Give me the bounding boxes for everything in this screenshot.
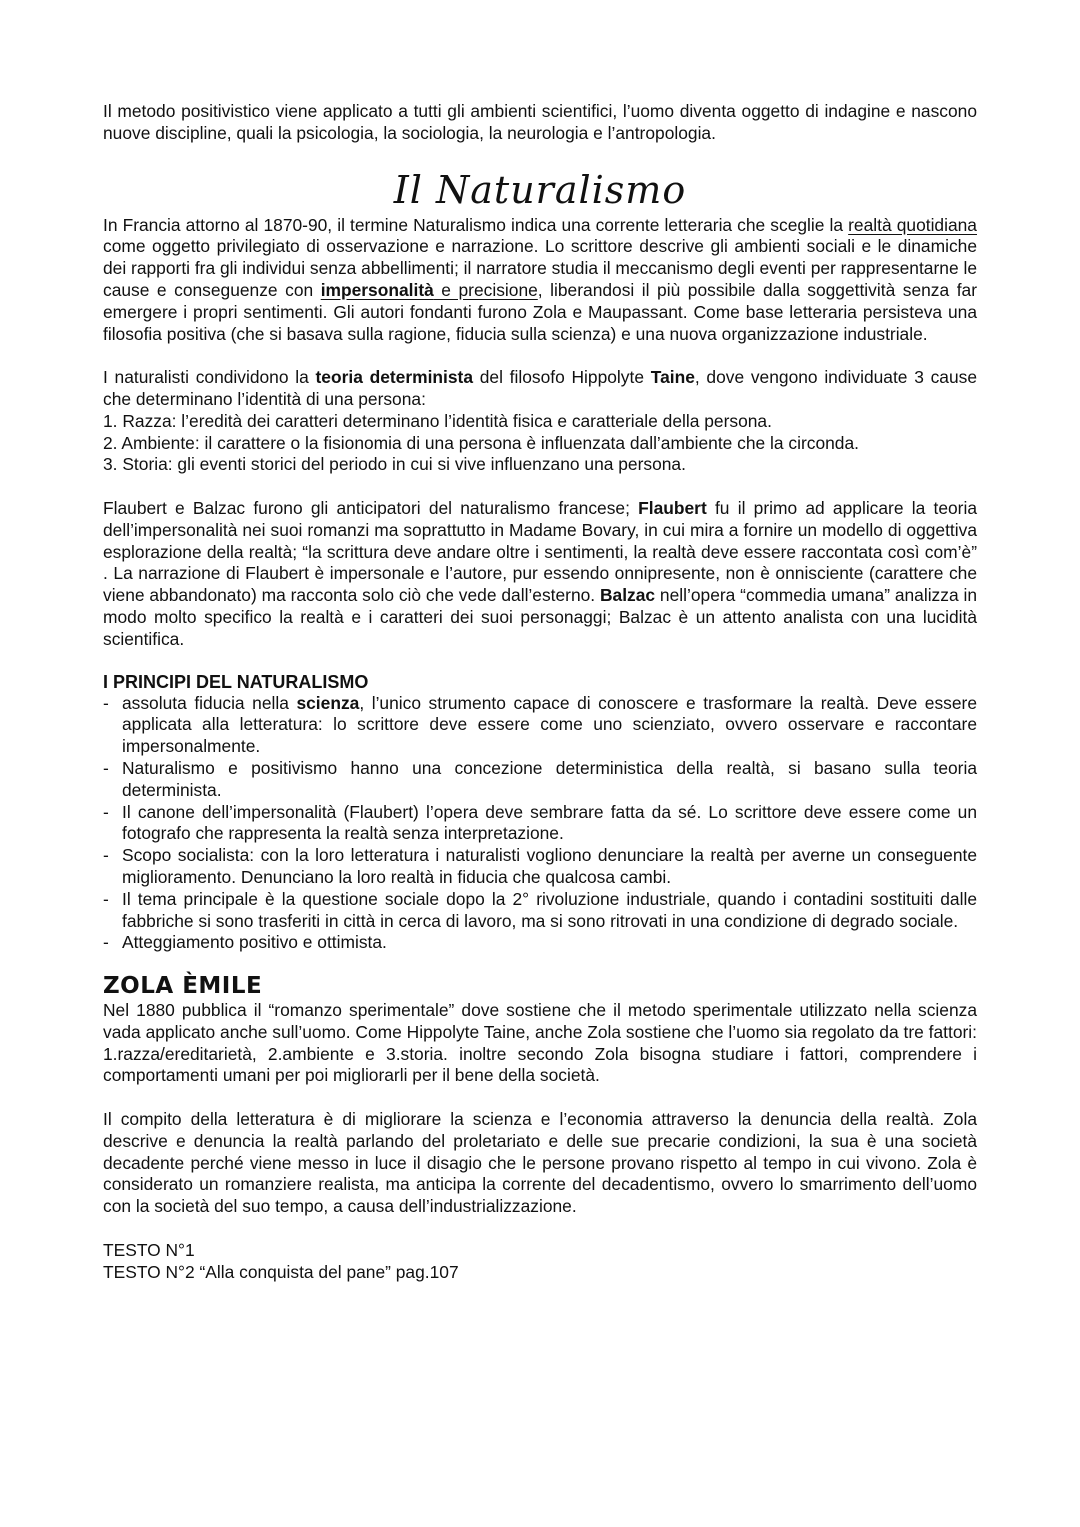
determinism-causes-list (103, 411, 977, 476)
text-run: fu il primo ad applicare la teoria dell’impersonalità nei suoi romanzi ma soprattutto in Madame Bovary, in cui mira a fornire un modello di oggettiva esplorazione della realtà; “la scrittura deve andare oltre i sentimenti, la realtà deve essere raccontata così com’è” . La narrazione di Flaubert è impersonale e l’autore, pur essendo onnipresente, non è onnisciente (carattere che viene abbandonato) ma racconta solo ciò che vede dall’esterno. (103, 497, 977, 606)
dash-bullet: - (103, 757, 109, 778)
principi-heading: I PRINCIPI DEL NATURALISMO (103, 671, 369, 692)
page-title: Il Naturalismo (393, 167, 687, 212)
spacer (103, 345, 977, 367)
text-run: come oggetto privilegiato di osservazione e narrazione. Lo scrittore descrive gli ambienti sociali e le dinamiche dei rapporti fra gli individui senza abbellimenti; il narratore studia il meccanismo degli eventi per rappresentarne le cause e conseguenze con (103, 236, 977, 300)
list-item (103, 889, 977, 933)
spacer (103, 476, 977, 498)
dash-bullet: - (103, 932, 109, 953)
text-run: , dove vengono individuate 3 cause che determinano l’identità di una persona: (103, 367, 977, 409)
text-run: , liberandosi il più possibile dalla soggettività senza far emergere i propri sentimenti. Gli autori fondanti furono Zola e Maupassant. Come base letteraria persisteva una filosofia positiva (che si basava sulla ragione, fiducia sulla scienza) e una nuova organizzazione industriale. (103, 279, 977, 344)
text-run: Flaubert e Balzac furono gli anticipatori del naturalismo francese; (103, 497, 639, 518)
text-run: In Francia attorno al 1870-90, il termine Naturalismo indica una corrente letteraria che sceglie la (103, 214, 849, 235)
underlined-term-realta-quotidiana: realtà quotidiana (848, 214, 977, 235)
spacer (103, 1218, 977, 1240)
spacer (103, 1087, 977, 1109)
list-item (103, 693, 977, 758)
zola-paragraph-1: Nel 1880 pubblica il “romanzo sperimentale” dove sostiene che il metodo sperimentale utilizzato nella scienza vada applicato anche sull’uomo. Come Hippolyte Taine, anche Zola sostiene che l’uomo sia regolato da tre fattori: 1.razza/ereditarietà, 2.ambiente e 3.storia. inoltre secondo Zola bisogna studiare i fattori, comprendere i comportamenti umani per poi migliorarli per il bene della società. (103, 1000, 977, 1086)
bold-term-taine: Taine (650, 367, 695, 388)
list-item-text: Il canone dell’impersonalità (Flaubert) l’opera deve sembrare fatta da sé. Lo scrittore deve essere come un fotografo che rappresenta la realtà senza interpretazione. (122, 801, 977, 844)
list-item (103, 758, 977, 802)
testo-1: TESTO N°1 (103, 1239, 195, 1260)
zola-paragraph-2: Il compito della letteratura è di migliorare la scienza e l’economia attraverso la denuncia della realtà. Zola descrive e denuncia la realtà parlando del proletariato e delle sue precarie condizioni, la sua è una società decadente perché viene messo in luce il disagio che le persone provano rispetto al tempo in cui vivono. Zola è considerato un romanziere realista, ma anticipa la corrente del decadentismo, ovvero lo smarrimento dell’uomo con la società del suo tempo, a causa dell’industrializzazione. (103, 1109, 977, 1217)
list-item: 1. Razza: l’eredità dei caratteri determinano l’identità fisica e caratteriale della persona. (103, 410, 772, 431)
naturalismo-paragraph-3 (103, 498, 977, 651)
text-run: I naturalisti condividono la (103, 367, 316, 388)
testo-2: TESTO N°2 “Alla conquista del pane” pag.107 (103, 1261, 459, 1282)
bold-term-flaubert: Flaubert (638, 497, 707, 518)
list-item: 2. Ambiente: il carattere o la fisionomia di una persona è influenzata dall’ambiente che la circonda. (103, 432, 859, 453)
bold-term-balzac: Balzac (599, 585, 656, 606)
title-container (103, 165, 977, 215)
list-item-text: Naturalismo e positivismo hanno una concezione deterministica della realtà, si basano sulla teoria determinista. (122, 757, 977, 800)
intro-paragraph: Il metodo positivistico viene applicato a tutti gli ambienti scientifici, l’uomo diventa oggetto di indagine e nascono nuove discipline, quali la psicologia, la sociologia, la neurologia e l’antropologia. (103, 101, 977, 143)
underlined-term-precisione: e precisione (433, 279, 538, 300)
dash-bullet: - (103, 801, 109, 822)
naturalismo-paragraph-1 (103, 215, 977, 346)
spacer (103, 651, 977, 665)
bold-term-scienza: scienza (296, 692, 360, 713)
text-run: , l’unico strumento capace di conoscere e trasformare la realtà. Deve essere applicata alla letteratura: lo scrittore deve essere come uno scienziato, ovvero osservare e raccontare impersonalmente. (122, 692, 978, 757)
bold-term-teoria-determinista: teoria determinista (315, 367, 474, 388)
dash-bullet: - (103, 692, 109, 713)
list-item-text: Scopo socialista: con la loro letteratura i naturalisti vogliono denunciare la realtà per averne un conseguente miglioramento. Denunciano la loro realtà in fiducia che qualcosa cambi. (122, 845, 977, 887)
list-item-text: Atteggiamento positivo e ottimista. (122, 932, 387, 953)
bold-underlined-term-impersonalita: impersonalità (320, 279, 434, 300)
text-run: assoluta fiducia nella (122, 692, 297, 713)
dash-bullet: - (103, 888, 109, 909)
text-run: del filosofo Hippolyte (473, 367, 651, 388)
principi-list (103, 693, 977, 955)
text-run: nell’opera “commedia umana” analizza in modo molto specifico la realtà e i caratteri dei suoi personaggi; Balzac è un attento analista con una lucidità scientifica. (103, 585, 977, 649)
dash-bullet: - (103, 845, 109, 866)
list-item-text: Il tema principale è la questione sociale dopo la 2° rivoluzione industriale, quando i contadini sostituiti dalle fabbriche si sono trasferiti in città in cerca di lavoro, ma si sono ritrovati in una condizione di degrado sociale. (122, 888, 977, 931)
list-item (103, 932, 977, 954)
naturalismo-paragraph-2 (103, 367, 977, 411)
list-item: 3. Storia: gli eventi storici del periodo in cui si vive influenzano una persona. (103, 454, 686, 475)
list-item (103, 802, 977, 846)
zola-heading: ZOLA ÈMILE (103, 973, 263, 1000)
list-item (103, 845, 977, 889)
